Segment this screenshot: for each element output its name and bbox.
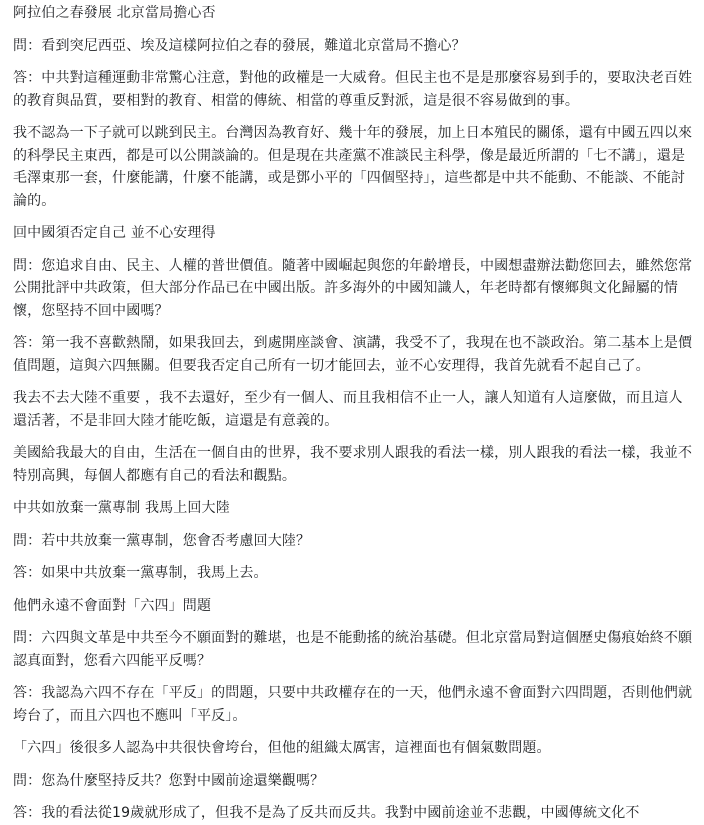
answer-paragraph: 答：如果中共放棄一黨專制，我馬上去。 <box>13 565 268 581</box>
section-heading: 中共如放棄一黨專制 我馬上回大陸 <box>13 500 230 516</box>
section-heading: 阿拉伯之春發展 北京當局擔心否 <box>13 5 216 21</box>
body-paragraph: 我不認為一下子就可以跳到民主。台灣因為教育好、幾十年的發展，加上日本殖民的關係，還有中國五四以來的科學民主東西，都是可以公開談論的。但是現在共產黨不准談民主科學，像是最近所謂的「七不講」，還是毛澤東那一套，什麼能講，什麼不能講，或是鄧小平的「四個堅持」，這些都是中共不能動、不能談、不能討論的。 <box>13 125 693 209</box>
answer-paragraph: 答：第一我不喜歡熱鬧，如果我回去，到處開座談會、演講，我受不了，我現在也不談政治。第二基本上是價值問題，這與六四無關。但要我否定自己所有一切才能回去，並不心安理得，我首先就看不起自己了。 <box>13 335 693 374</box>
question-paragraph: 問：看到突尼西亞、埃及這樣阿拉伯之春的發展，難道北京當局不擔心？ <box>13 37 466 54</box>
answer-paragraph: 答：我的看法從19歲就形成了，但我不是為了反共而反共。我對中國前途並不悲觀，中國傳統文化不 <box>13 805 640 821</box>
body-paragraph: 「六四」後很多人認為中共很快會垮台，但他的組織太厲害，這裡面也有個氣數問題。 <box>13 740 551 756</box>
answer-paragraph: 答：中共對這種運動非常驚心注意，對他的政權是一大威脅。但民主也不是是那麼容易到手的，要取決老百姓的教育與品質，要相對的教育、相當的傳統、相當的尊重反對派，這是很不容易做到的事。 <box>13 70 693 109</box>
article-body <box>13 0 693 825</box>
body-paragraph: 我去不去大陸不重要 ，我不去還好，至少有一個人、而且我相信不止一人，讓人知道有人這麼做，而且這人還活著，不是非回大陸才能吃飯，這還是有意義的。 <box>13 390 683 429</box>
question-paragraph: 問：六四與文革是中共至今不願面對的難堪，也是不能動搖的統治基礎。但北京當局對這個歷史傷痕始終不願認真面對，您看六四能平反嗎？ <box>13 630 693 669</box>
section-heading: 他們永遠不會面對「六四」問題 <box>13 597 212 614</box>
answer-paragraph: 答：我認為六四不存在「平反」的問題，只要中共政權存在的一天，他們永遠不會面對六四問題，否則他們就垮台了，而且六四也不應叫「平反」。 <box>13 685 693 724</box>
section-heading: 回中國須否定自己 並不心安理得 <box>13 225 216 241</box>
question-paragraph: 問：您追求自由、民主、人權的普世價值。隨著中國崛起與您的年齡增長，中國想盡辦法勸您回去，雖然您常公開批評中共政策，但大部分作品已在中國出版。許多海外的中國知識人，年老時都有懷鄉與文化歸屬的情懷，您堅持不回中國嗎？ <box>13 257 693 319</box>
question-paragraph: 問：您為什麼堅持反共？您對中國前途還樂觀嗎？ <box>13 772 325 789</box>
question-paragraph: 問：若中共放棄一黨專制，您會否考慮回大陸？ <box>13 532 311 549</box>
body-paragraph: 美國給我最大的自由，生活在一個自由的世界，我不要求別人跟我的看法一樣，別人跟我的看法一樣，我並不特別高興，每個人都應有自己的看法和觀點。 <box>13 445 693 484</box>
